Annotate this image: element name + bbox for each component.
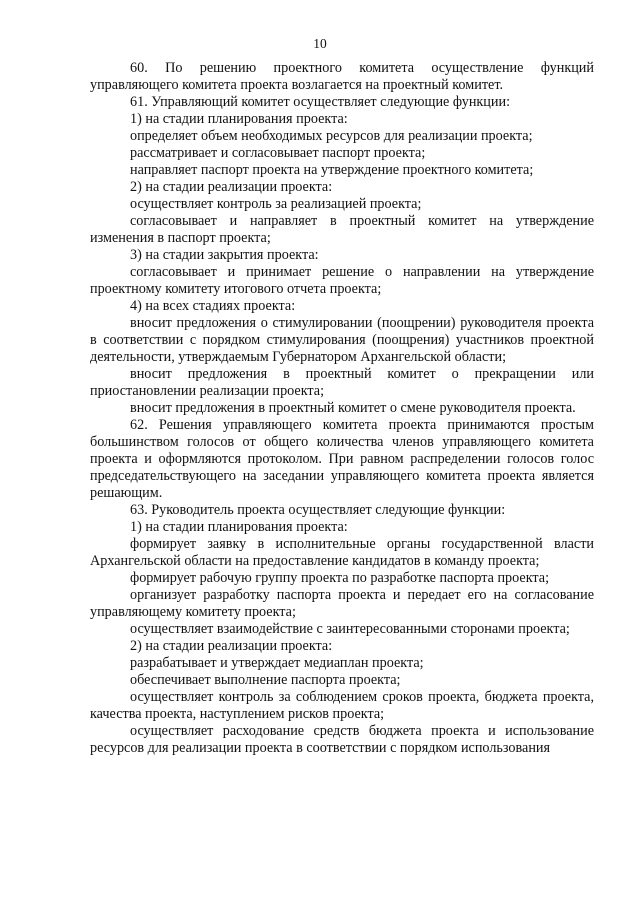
paragraph: осуществляет контроль за реализацией проекта; <box>130 196 422 212</box>
paragraph: направляет паспорт проекта на утверждение проектного комитета; <box>130 162 534 178</box>
paragraph: организует разработку паспорта проекта и передает его на согласование управляющему комитету проекта; <box>90 587 594 620</box>
paragraph: 3) на стадии закрытия проекта: <box>130 247 319 263</box>
paragraph: вносит предложения о стимулировании (поощрении) руководителя проекта в соответствии с порядком стимулирования (поощрения) участников проектной деятельности, утверждаемым Губернатором Архангельской области; <box>90 315 594 365</box>
paragraph: вносит предложения в проектный комитет о смене руководителя проекта. <box>130 400 576 416</box>
paragraph: формирует заявку в исполнительные органы государственной власти Архангельской области на предоставление кандидатов в команду проекта; <box>90 536 594 569</box>
paragraph: 60. По решению проектного комитета осуществление функций управляющего комитета проекта возлагается на проектный комитет. <box>90 60 594 93</box>
paragraph: 1) на стадии планирования проекта: <box>130 519 348 535</box>
paragraph: 63. Руководитель проекта осуществляет следующие функции: <box>130 502 506 518</box>
paragraph: обеспечивает выполнение паспорта проекта; <box>130 672 401 688</box>
paragraph: 2) на стадии реализации проекта: <box>130 179 333 195</box>
paragraph: 1) на стадии планирования проекта: <box>130 111 348 127</box>
paragraph: согласовывает и принимает решение о направлении на утверждение проектному комитету итогового отчета проекта; <box>90 264 594 297</box>
paragraph: 4) на всех стадиях проекта: <box>130 298 296 314</box>
paragraph: определяет объем необходимых ресурсов для реализации проекта; <box>130 128 533 144</box>
paragraph: разрабатывает и утверждает медиаплан проекта; <box>130 655 424 671</box>
paragraph: осуществляет взаимодействие с заинтересованными сторонами проекта; <box>130 621 570 637</box>
paragraph: рассматривает и согласовывает паспорт проекта; <box>130 145 426 161</box>
paragraph: согласовывает и направляет в проектный комитет на утверждение изменения в паспорт проекта; <box>90 213 594 246</box>
paragraph: формирует рабочую группу проекта по разработке паспорта проекта; <box>130 570 550 586</box>
paragraph: осуществляет контроль за соблюдением сроков проекта, бюджета проекта, качества проекта, наступлением рисков проекта; <box>90 689 594 722</box>
paragraph: 61. Управляющий комитет осуществляет следующие функции: <box>130 94 511 110</box>
page-number: 10 <box>313 36 327 51</box>
document-body <box>90 60 594 757</box>
paragraph: вносит предложения в проектный комитет о прекращении или приостановлении реализации проекта; <box>90 366 594 399</box>
paragraph: 2) на стадии реализации проекта: <box>130 638 333 654</box>
paragraph: осуществляет расходование средств бюджета проекта и использование ресурсов для реализации проекта в соответствии с порядком использования <box>90 723 594 756</box>
paragraph: 62. Решения управляющего комитета проекта принимаются простым большинством голосов от общего количества членов управляющего комитета проекта и оформляются протоколом. При равном распределении голосов голос председательствующего на заседании управляющего комитета проекта является решающим. <box>90 417 594 501</box>
